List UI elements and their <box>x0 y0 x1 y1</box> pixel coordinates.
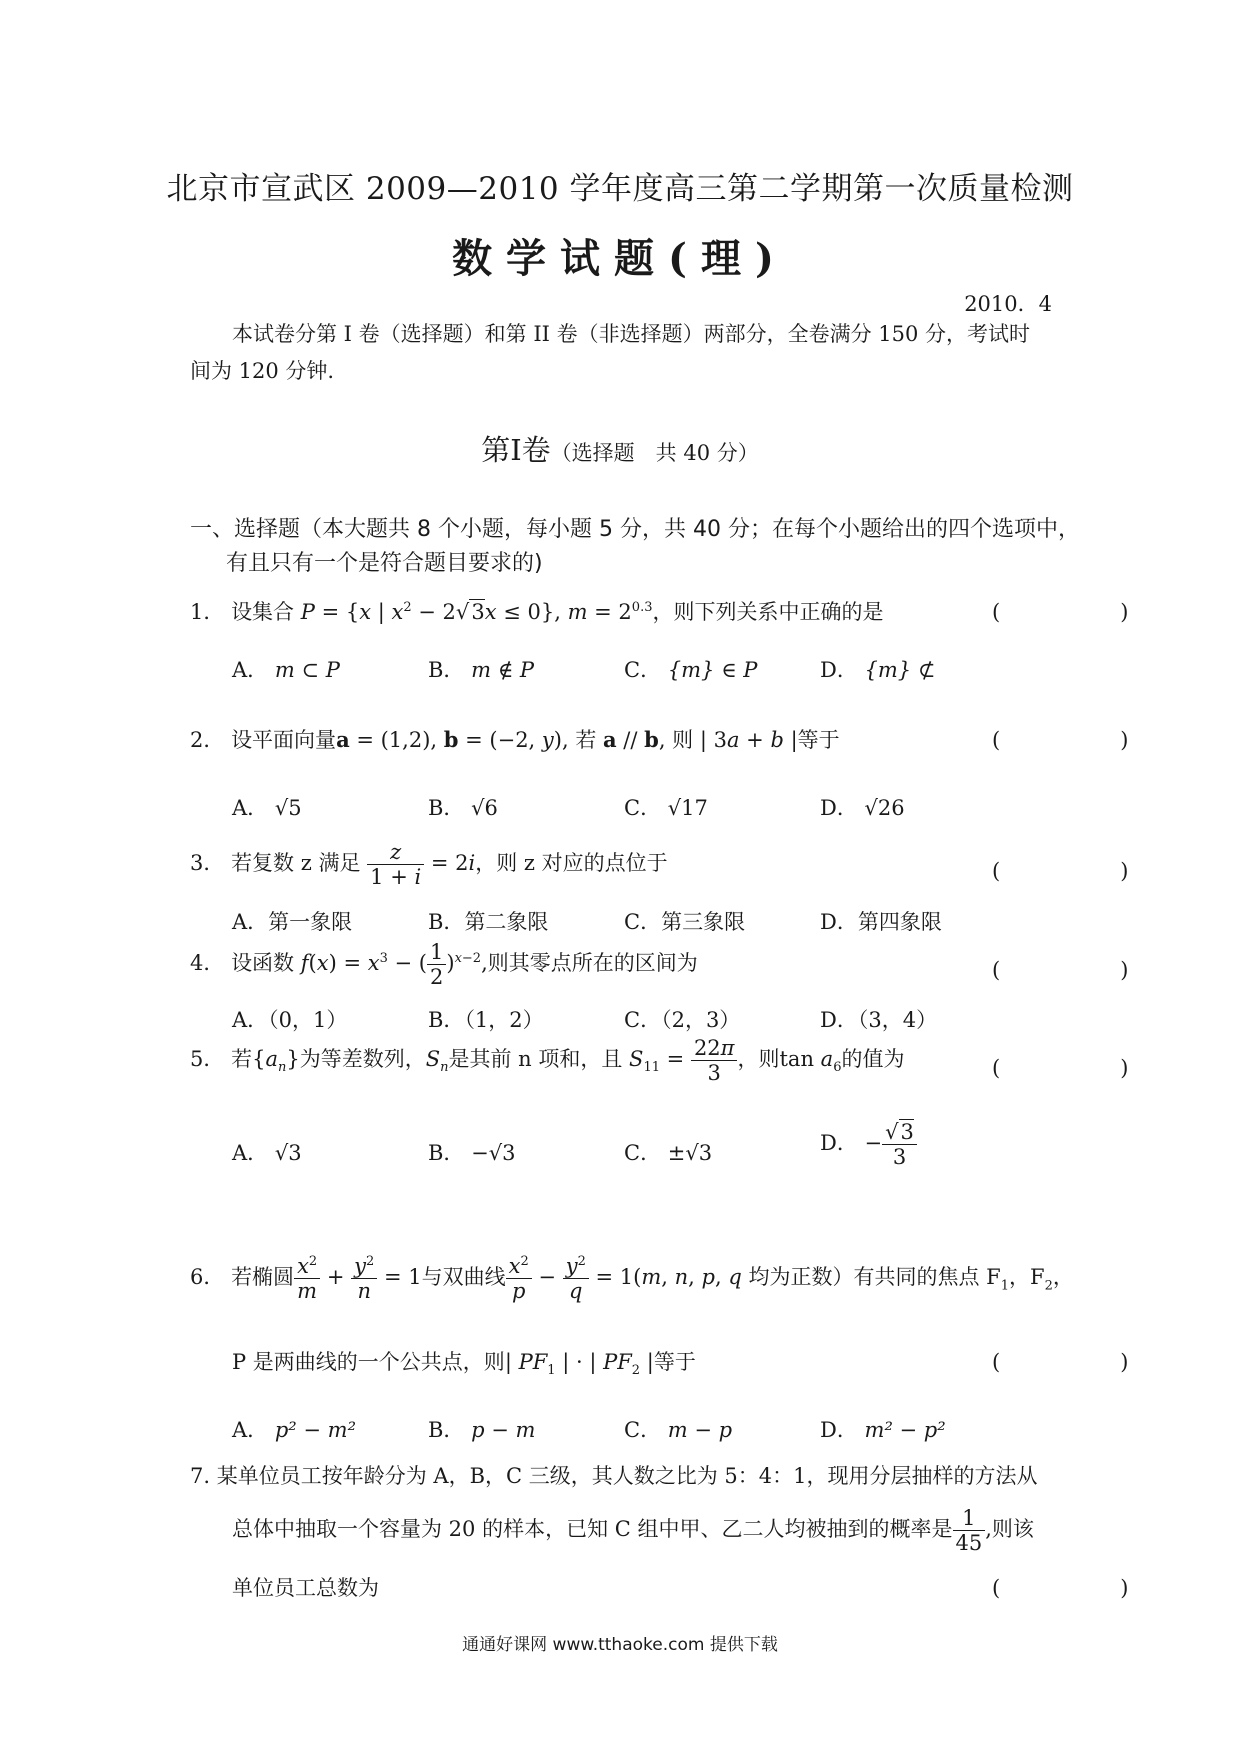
exam-date: 2010．4 <box>964 292 1052 316</box>
question-formula: $S_n$ <box>425 1047 449 1076</box>
question-number: 2． <box>190 728 225 752</box>
option-a: A． √5 <box>232 796 302 820</box>
section-1-heading-line-1: 一、选择题（本大题共 8 个小题，每小题 5 分，共 40 分；在每个小题给出的四个选项中， <box>190 517 1080 542</box>
answer-paren: ( ) <box>992 728 1155 752</box>
page-footer: 通通好课网 www.tthaoke.com 提供下载 <box>462 1635 778 1655</box>
question-formula: P = {x | $x^2 - 2√3x \le 0$}, $m = 2^{0.3}$ <box>300 600 653 624</box>
question-stem-prefix: 设集合 <box>231 600 295 624</box>
question-number: 7. <box>190 1464 211 1488</box>
part-1-title-main: 第Ⅰ卷 <box>481 433 551 467</box>
option-d: D． − $\frac{√3}{3}$ <box>820 1120 917 1169</box>
option-b: B． m ∉ P <box>428 658 535 682</box>
option-c: C． √17 <box>624 796 708 820</box>
option-a: A． √3 <box>232 1141 302 1165</box>
question-6: 6． 若椭圆 $\frac{x^2}{m}$ + $\frac{y^2}{n}$ = 1与双曲线 $\frac{x^2}{p}$ − $\frac{y^2}{q}$ = 1(m, n, p, q 均为正数）有共同的焦点 $F_1$，$F_2$， <box>190 1254 1074 1304</box>
question-3 <box>190 840 668 889</box>
option-b: B．第二象限 <box>428 910 549 934</box>
question-stem-suffix: ,则其零点所在的区间为 <box>481 951 698 976</box>
exam-header-title: 北京市宣武区 2009—2010 学年度高三第二学期第一次质量检测 <box>166 171 1074 207</box>
option-d: D． √26 <box>820 796 905 820</box>
option-c: C． m − p <box>624 1418 733 1442</box>
question-stem-prefix: 若 <box>231 1047 253 1072</box>
question-stem-suffix: ，则 z 对应的点位于 <box>475 851 668 876</box>
option-b: B． √6 <box>428 796 498 820</box>
option-c: C． {m} ∈ P <box>624 658 758 682</box>
question-1 <box>190 596 883 626</box>
question-formula: $\{a_n\}$ <box>252 1047 300 1076</box>
option-c: C．（2，3） <box>624 1008 741 1032</box>
section-1-heading-line-2: 有且只有一个是符合题目要求的) <box>226 551 543 576</box>
answer-paren: ( ) <box>992 1350 1155 1374</box>
question-4 <box>190 940 698 989</box>
question-number: 5． <box>190 1047 225 1072</box>
question-formula: $\tan a_6$ <box>779 1047 842 1076</box>
intro-line-1: 本试卷分第 I 卷（选择题）和第 II 卷（非选择题）两部分，全卷满分 150 分，考试时 <box>232 322 1031 346</box>
option-b: B． p − m <box>428 1418 536 1442</box>
question-stem-prefix: 若复数 z 满足 <box>231 851 361 876</box>
question-stem-suffix: ，则下列关系中正确的是 <box>652 600 884 624</box>
intro-line-2: 间为 120 分钟. <box>190 359 335 383</box>
question-formula: $\frac{x^2}{p}$ − $\frac{y^2}{q}$ = 1(m, n, p, q <box>506 1265 742 1289</box>
question-number: 4． <box>190 951 225 976</box>
question-formula: $\frac{z}{1 + i}$ = 2i <box>367 851 475 875</box>
option-c: C． ±√3 <box>624 1141 713 1165</box>
question-formula: $\frac{1}{45}$ <box>953 1517 986 1541</box>
answer-paren: ( ) <box>992 1576 1155 1600</box>
part-1-title-sub: （选择题 共 40 分） <box>550 441 759 465</box>
exam-subject-title: 数学试题(理) <box>452 235 788 282</box>
question-stem-prefix: 若椭圆 <box>231 1265 295 1290</box>
option-d: D．第四象限 <box>820 910 942 934</box>
question-stem-suffix: 的值为 <box>841 1047 905 1072</box>
option-d: D． m² − p² <box>820 1418 946 1442</box>
option-a: A． m ⊂ P <box>232 658 340 682</box>
option-b: B． −√3 <box>428 1141 516 1165</box>
question-stem-suffix: 等于 <box>797 728 840 752</box>
option-d: D．（3，4） <box>820 1008 938 1032</box>
answer-paren: ( ) <box>992 1056 1155 1080</box>
answer-paren: ( ) <box>992 859 1155 883</box>
question-7-line-2: 总体中抽取一个容量为 20 的样本，已知 C 组中甲、乙二人均被抽到的概率是 $\frac{1}{45}$ ,则该 <box>232 1506 1034 1556</box>
question-formula: | $PF_1$ | · | $PF_2$ | <box>504 1350 654 1379</box>
answer-paren: ( ) <box>992 600 1155 624</box>
question-formula: $S_{11}$ = $\frac{22\pi}{3}$ <box>629 1047 737 1071</box>
question-number: 1． <box>190 600 225 624</box>
answer-paren: ( ) <box>992 958 1155 982</box>
option-a: A．第一象限 <box>232 910 353 934</box>
option-b: B．（1，2） <box>428 1008 544 1032</box>
question-5: 5． 若$\{a_n\}$为等差数列，$S_n$是其前 n 项和，且 $S_{11}$ = $\frac{22\pi}{3}$ ，则$\tan a_6$的值为 <box>190 1036 905 1086</box>
option-c: C．第三象限 <box>624 910 746 934</box>
part-1-title <box>0 428 1240 469</box>
question-7: 7. 某单位员工按年龄分为 A，B，C 三级，其人数之比为 5：4：1，现用分层抽样的方法从 <box>190 1464 1038 1488</box>
question-number: 3． <box>190 851 225 876</box>
question-formula: $\frac{x^2}{m}$ + $\frac{y^2}{n}$ = 1 <box>294 1265 422 1289</box>
option-a: A． p² − m² <box>232 1418 356 1442</box>
question-6-line-2: P 是两曲线的一个公共点，则| $PF_1$ | · | $PF_2$ |等于 <box>232 1350 696 1379</box>
question-formula: a = (1,2), b = (−2, y), 若 a // b, 则 | 3a + b | <box>336 727 798 752</box>
question-number: 6． <box>190 1265 225 1290</box>
question-stem-prefix: 设函数 <box>231 951 295 976</box>
option-a: A．（0，1） <box>232 1008 348 1032</box>
option-d: D． {m} ⊄ <box>820 658 936 682</box>
question-7-line-3: 单位员工总数为 <box>232 1576 379 1600</box>
question-stem-prefix: 设平面向量 <box>231 728 337 752</box>
question-formula: $f(x) = x^3$ − ( $\frac{1}{2}$ )$^{x-2}$ <box>300 940 482 990</box>
question-2 <box>190 724 840 754</box>
